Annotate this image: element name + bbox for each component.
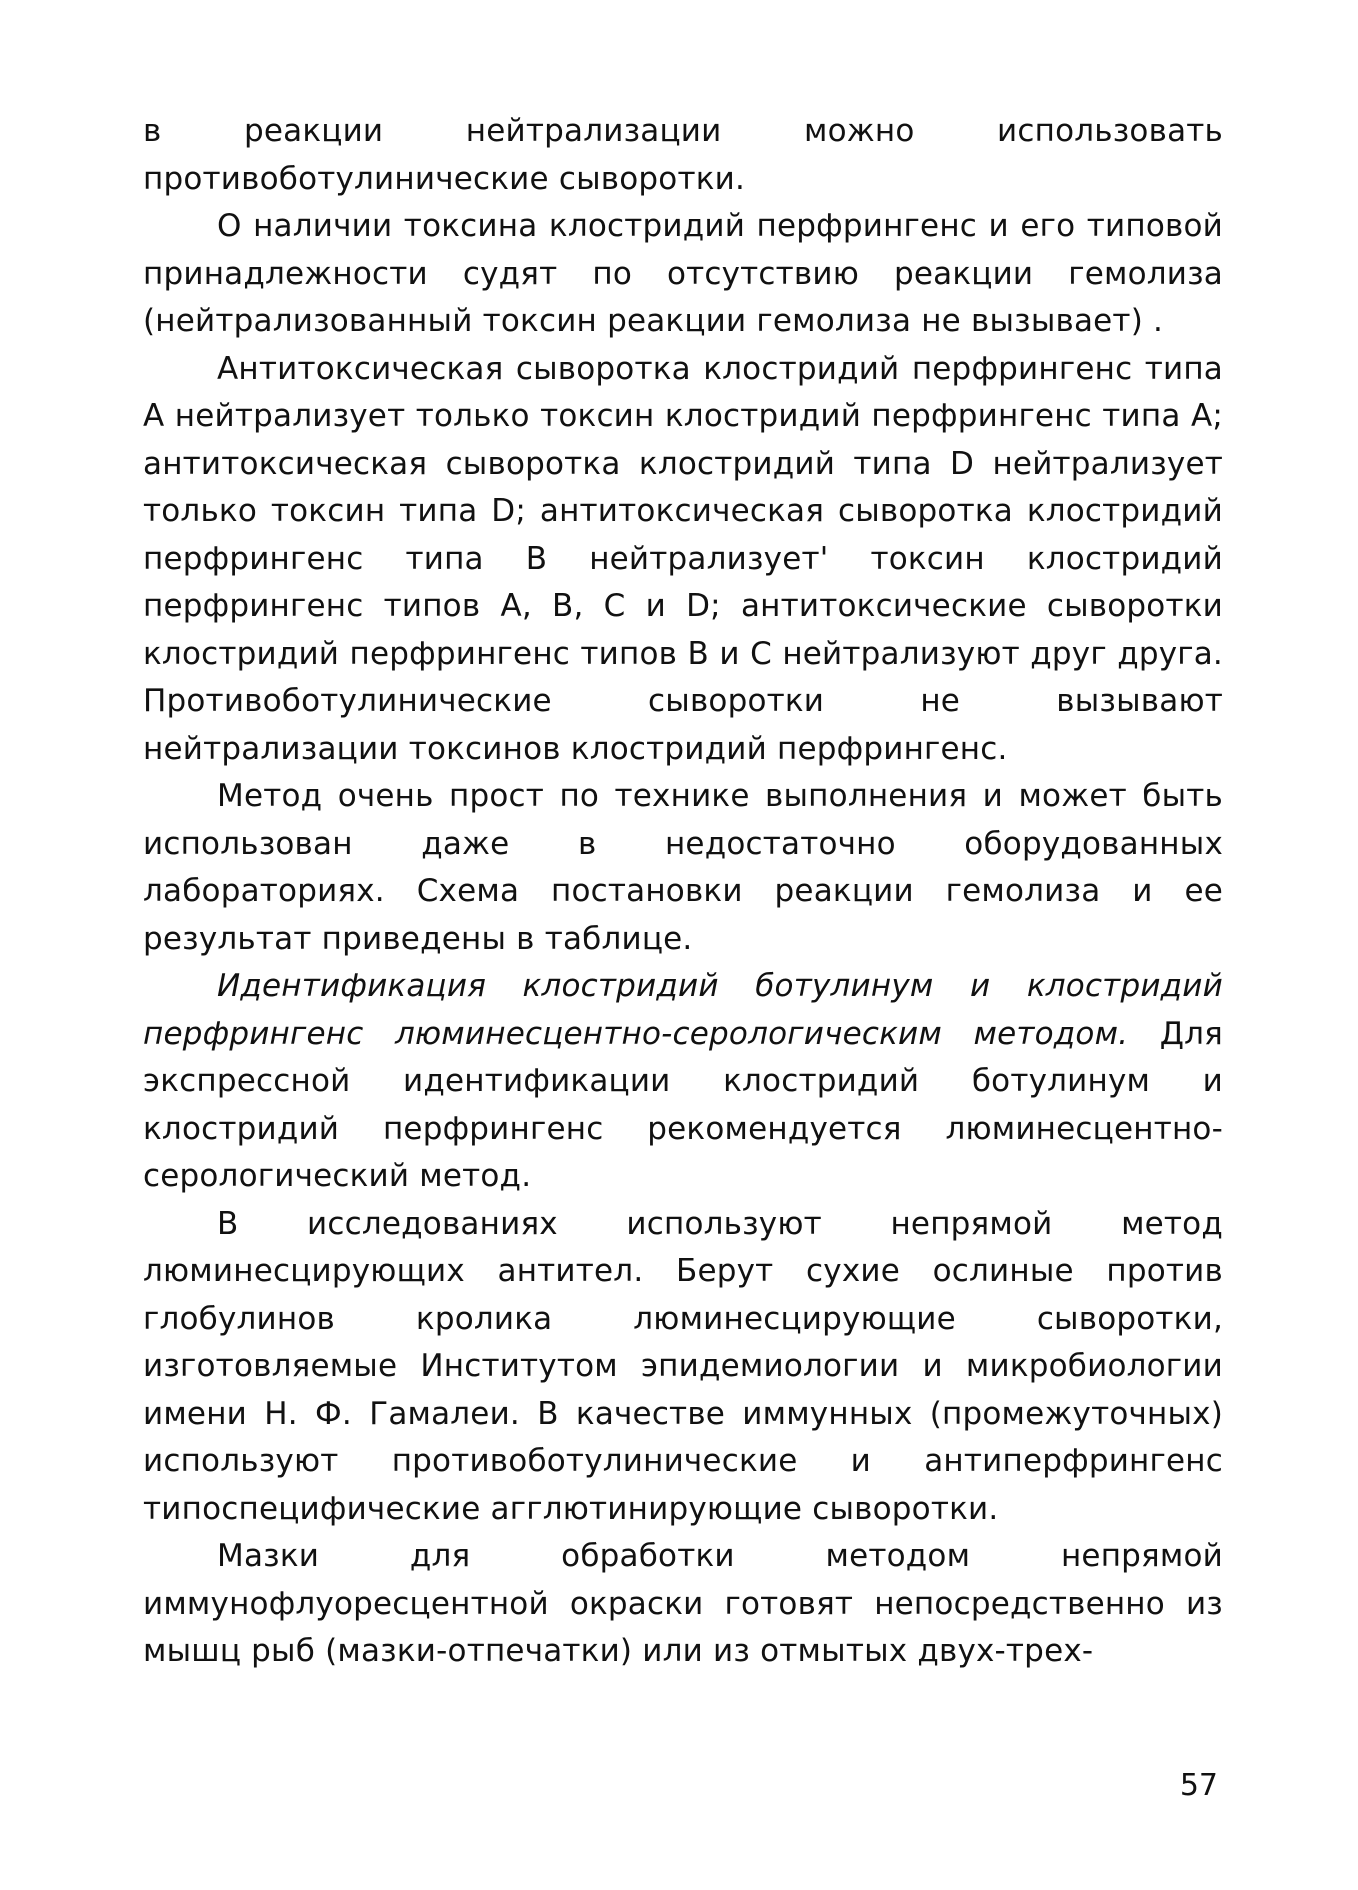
paragraph-6: В исследованиях используют непрямой метод люминесцирующих антител. Берут сухие ослиные против глобулинов кролика люминесцирующие сыворотки, изготовляемые Институтом эпидемиологии и микробиологии имени Н. Ф. Гамалеи. В качестве иммунных (промежуточных) используют противоботулинические и антиперфрингенс типоспецифические агглютинирующие сыворотки. (143, 1205, 1223, 1527)
paragraph-5-text: Для экспрессной идентификации клостридий ботулинум и клостридий перфрингенс рекомендуется люминесцентно-серологический метод. (143, 1015, 1223, 1194)
paragraph-3: Антитоксическая сыворотка клостридий перфрингенс типа А нейтрализует только токсин клостридий перфрингенс типа А; антитоксическая сыворотка клостридий типа D нейтрализует только токсин типа D; антитоксическая сыворотка клостридий перфрингенс типа В нейтрализует' токсин клостридий перфрингенс типов А, В, С и D; антитоксические сыворотки клостридий перфрингенс типов В и С нейтрализуют друг друга. Противоботулинические сыворотки не вызывают нейтрализации токсинов клостридий перфрингенс. (143, 350, 1223, 767)
paragraph-2: О наличии токсина клостридий перфрингенс и его типовой принадлежности судят по отсутствию реакции гемолиза (нейтрализованный токсин реакции гемолиза не вызывает) . (143, 208, 1223, 339)
page-body (143, 108, 1223, 1676)
page-number: 57 (1179, 1768, 1218, 1803)
paragraph-1: в реакции нейтрализации можно использовать противоботулинические сыворотки. (143, 113, 1223, 197)
section-heading: Идентификация клостридий ботулинум и клостридий перфрингенс люминесцентно-серологическим методом. (143, 968, 1223, 1052)
paragraph-4: Метод очень прост по технике выполнения и может быть использован даже в недостаточно оборудованных лабораториях. Схема постановки реакции гемолиза и ее результат приведены в таблице. (143, 778, 1223, 957)
paragraph-7: Мазки для обработки методом непрямой иммунофлуоресцентной окраски готовят непосредственно из мышц рыб (мазки-отпечатки) или из отмытых двух-трех- (143, 1538, 1223, 1669)
paragraph-5 (143, 963, 1223, 1201)
